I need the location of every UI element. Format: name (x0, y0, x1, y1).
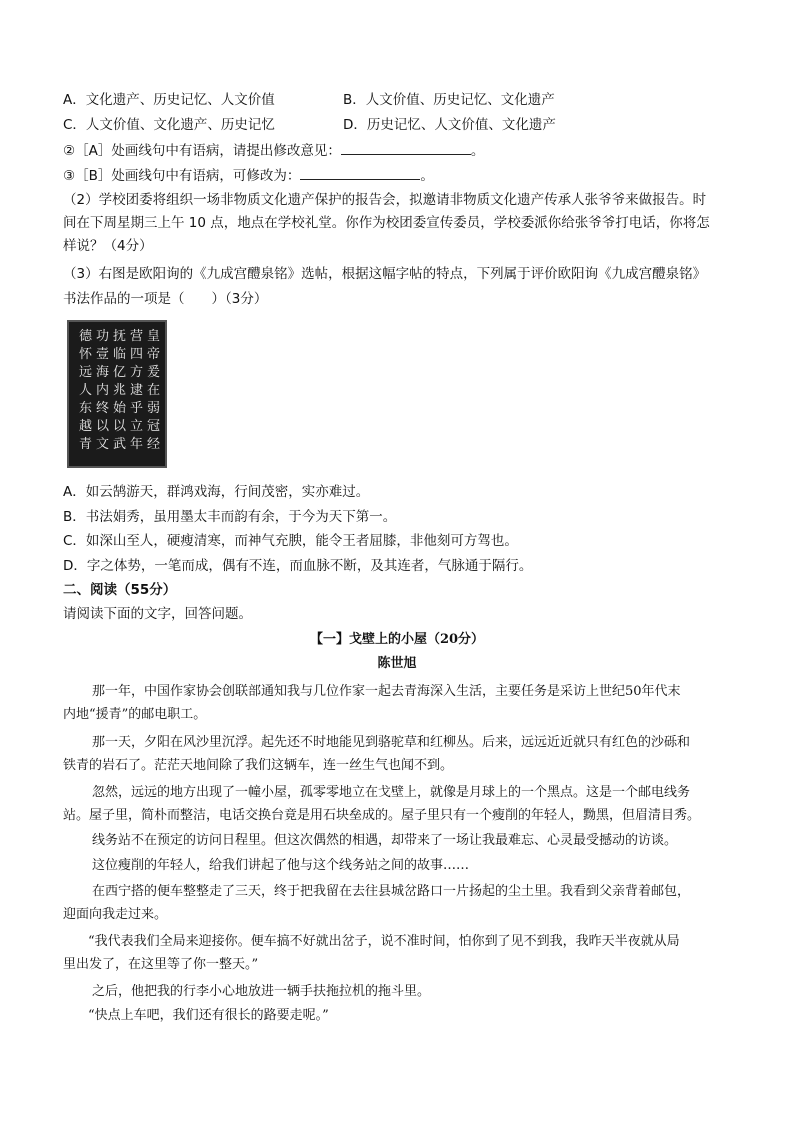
option-row-1 (63, 90, 275, 110)
question-3-text: ③［B］处画线句中有语病，可修改为： (63, 168, 301, 184)
task-3-option-c: C．如深山至人，硬瘦清寒，而神气充腴，能令王者屈膝，非他刻可方驾也。 (63, 533, 518, 549)
reading-instruction: 请阅读下面的文字，回答问题。 (63, 606, 252, 622)
question-2 (63, 140, 484, 161)
question-3-end: 。 (420, 168, 434, 184)
paragraph-1-line-1: 那一年，中国作家协会创联部通知我与几位作家一起去青海深入生活，主要任务是采访上世纪50年代末 (92, 684, 681, 699)
task-3-option-d: D．字之体势，一笔而成，偶有不连，而血脉不断，及其连者，气脉通于隔行。 (63, 558, 533, 574)
task-2-line-3: 样说？（4分） (63, 238, 153, 254)
paragraph-3-line-2: 站。屋子里，简朴而整洁，电话交换台竟是用石块垒成的。屋子里只有一个瘦削的年轻人，黝黑，但眉清目秀。 (63, 808, 701, 823)
calligraphy-column-3: 抚临亿兆始以武 (112, 329, 126, 452)
paragraph-2-line-1: 那一天，夕阳在风沙里沉浮。起先还不时地能见到骆驼草和红柳丛。后来，远远近近就只有红色的沙砾和 (92, 735, 691, 750)
task-3-option-b: B．书法娟秀，虽用墨太丰而韵有余，于今为天下第一。 (63, 509, 397, 525)
answer-blank-3[interactable] (300, 165, 420, 180)
option-d: D．历史记忆、人文价值、文化遗产 (343, 117, 556, 133)
task-2-line-1: （2）学校团委将组织一场非物质文化遗产保护的报告会，拟邀请非物质文化遗产传承人张爷爷来做报告。时 (63, 192, 707, 208)
calligraphy-column-2: 营四方逮乎立年 (129, 329, 143, 452)
paragraph-7-line-2: 里出发了，在这里等了你一整天。” (63, 957, 259, 972)
paragraph-2-line-2: 铁青的岩石了。茫茫天地间除了我们这辆车，连一丝生气也闻不到。 (63, 758, 454, 773)
calligraphy-column-5: 德怀远人东越青 (78, 329, 92, 452)
option-a: A．文化遗产、历史记忆、人文价值 (63, 92, 275, 108)
section-heading: 二、阅读（55分） (63, 582, 177, 598)
option-b: B．人文价值、历史记忆、文化遗产 (343, 92, 555, 108)
calligraphy-column-1: 皇帝爰在弱冠经 (146, 329, 160, 452)
option-c: C．人文价值、文化遗产、历史记忆 (63, 117, 275, 133)
paragraph-3-line-1: 忽然，远远的地方出现了一幢小屋，孤零零地立在戈壁上，就像是月球上的一个黑点。这是一个邮电线务 (92, 785, 691, 800)
task-3-option-a: A．如云鹄游天，群鸿戏海，行间茂密，实亦难过。 (63, 484, 370, 500)
task-3-line-1: （3）右图是欧阳询的《九成宫醴泉铭》选帖，根据这幅字帖的特点，下列属于评价欧阳询《九成宫醴泉铭》 (63, 266, 707, 282)
question-2-end: 。 (470, 143, 485, 159)
paragraph-9: “快点上车吧，我们还有很长的路要走呢。” (88, 1008, 329, 1023)
calligraphy-image (67, 320, 167, 468)
task-3-line-2: 书法作品的一项是（ ）（3分） (63, 291, 268, 307)
passage-title: 【一】戈壁上的小屋（20分） (309, 632, 485, 647)
paragraph-8: 之后，他把我的行李小心地放进一辆手扶拖拉机的拖斗里。 (92, 984, 431, 999)
paragraph-6-line-2: 迎面向我走过来。 (63, 907, 168, 922)
paragraph-4: 线务站不在预定的访问日程里。但这次偶然的相遇，却带来了一场让我最难忘、心灵最受撼动的访谈。 (92, 833, 678, 848)
task-2-line-2: 间在下周星期三上午 10 点，地点在学校礼堂。你作为校团委宣传委员，学校委派你给张爷爷打电话，你将怎 (63, 215, 710, 231)
paragraph-6-line-1: 在西宁搭的便车整整走了三天，终于把我留在去往县城岔路口一片扬起的尘土里。我看到父亲背着邮包， (92, 884, 691, 899)
question-3 (63, 165, 434, 186)
paragraph-7-line-1: “我代表我们全局来迎接你。便车搞不好就出岔子，说不准时间，怕你到了见不到我，我昨天半夜就从局 (88, 934, 680, 949)
passage-author: 陈世旭 (377, 656, 417, 671)
calligraphy-column-4: 功壹海内终以文 (95, 329, 109, 452)
question-2-text: ②［A］处画线句中有语病，请提出修改意见： (63, 143, 341, 159)
paragraph-1-line-2: 内地“援青”的邮电职工。 (63, 707, 207, 722)
paragraph-5: 这位瘦削的年轻人，给我们讲起了他与这个线务站之间的故事…… (92, 858, 470, 873)
answer-blank-2[interactable] (341, 140, 471, 155)
